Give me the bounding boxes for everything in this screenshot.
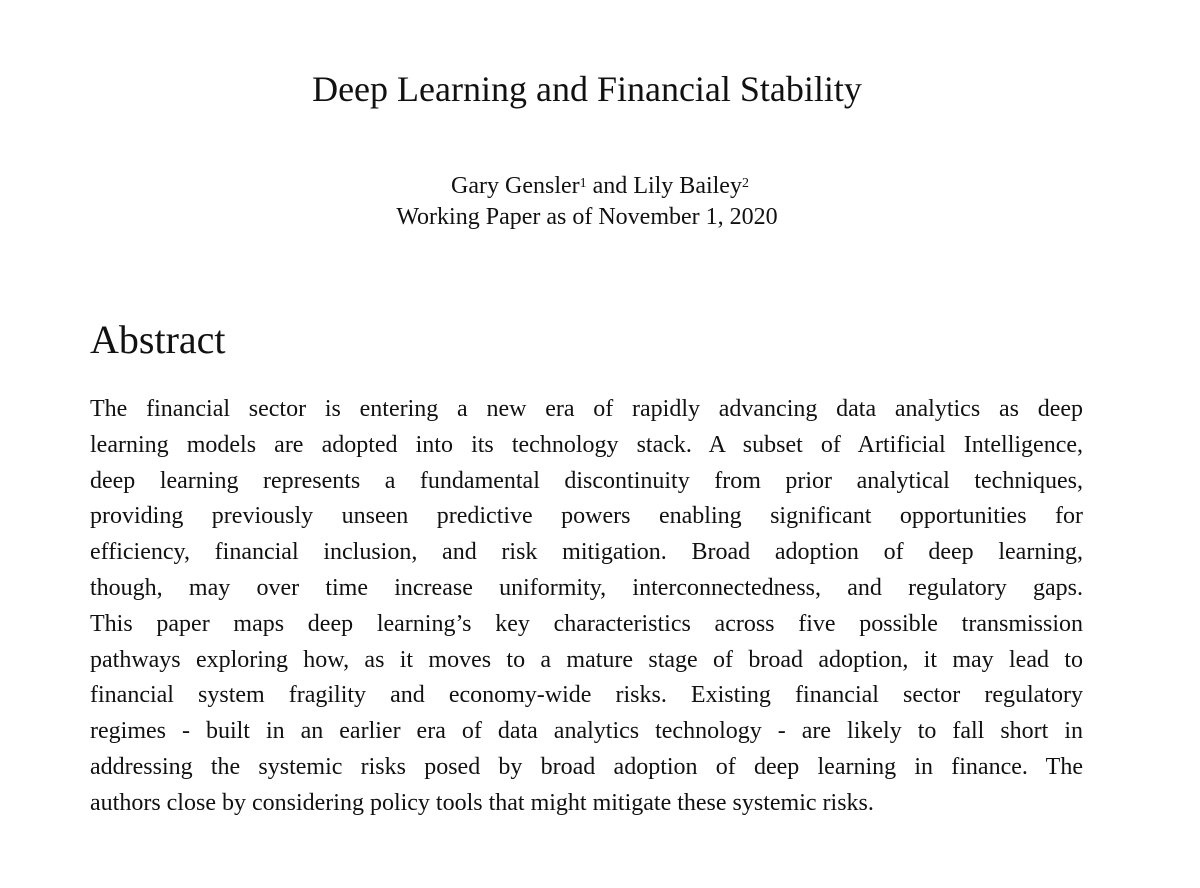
author-line: [0, 170, 1200, 202]
abstract-line: pathways exploring how, as it moves to a mature stage of broad adoption, it may lead to: [90, 646, 1083, 673]
author-name: Lily Bailey: [633, 173, 742, 199]
abstract-line: financial system fragility and economy-wide risks. Existing financial sector regulatory: [90, 682, 1083, 709]
abstract-line: though, may over time increase uniformity, interconnectedness, and regulatory gaps.: [90, 574, 1083, 601]
footnote-marker: 1: [579, 176, 587, 191]
abstract-line: providing previously unseen predictive powers enabling significant opportunities for: [90, 503, 1083, 530]
working-paper-date: Working Paper as of November 1, 2020: [396, 204, 778, 230]
author-name: Gary Gensler: [451, 173, 580, 199]
paper-title: Deep Learning and Financial Stability: [312, 69, 862, 109]
abstract-line: regimes - built in an earlier era of data analytics technology - are likely to fall short in: [90, 718, 1083, 745]
abstract-line: addressing the systemic risks posed by broad adoption of deep learning in finance. The: [90, 753, 1083, 780]
abstract-body: [90, 392, 1083, 822]
abstract-line: authors close by considering policy tools that might mitigate these systemic risks.: [90, 789, 874, 816]
abstract-line: deep learning represents a fundamental discontinuity from prior analytical techniques,: [90, 467, 1083, 494]
abstract-line: efficiency, financial inclusion, and risk mitigation. Broad adoption of deep learning,: [90, 539, 1083, 566]
abstract-line: This paper maps deep learning’s key characteristics across five possible transmission: [90, 610, 1083, 637]
abstract-line: learning models are adopted into its technology stack. A subset of Artificial Intelligence,: [90, 431, 1083, 458]
author-connector: and: [592, 173, 628, 199]
abstract-heading: Abstract: [90, 317, 226, 362]
footnote-marker: 2: [741, 176, 749, 191]
abstract-line: The financial sector is entering a new era of rapidly advancing data analytics as deep: [90, 396, 1083, 422]
